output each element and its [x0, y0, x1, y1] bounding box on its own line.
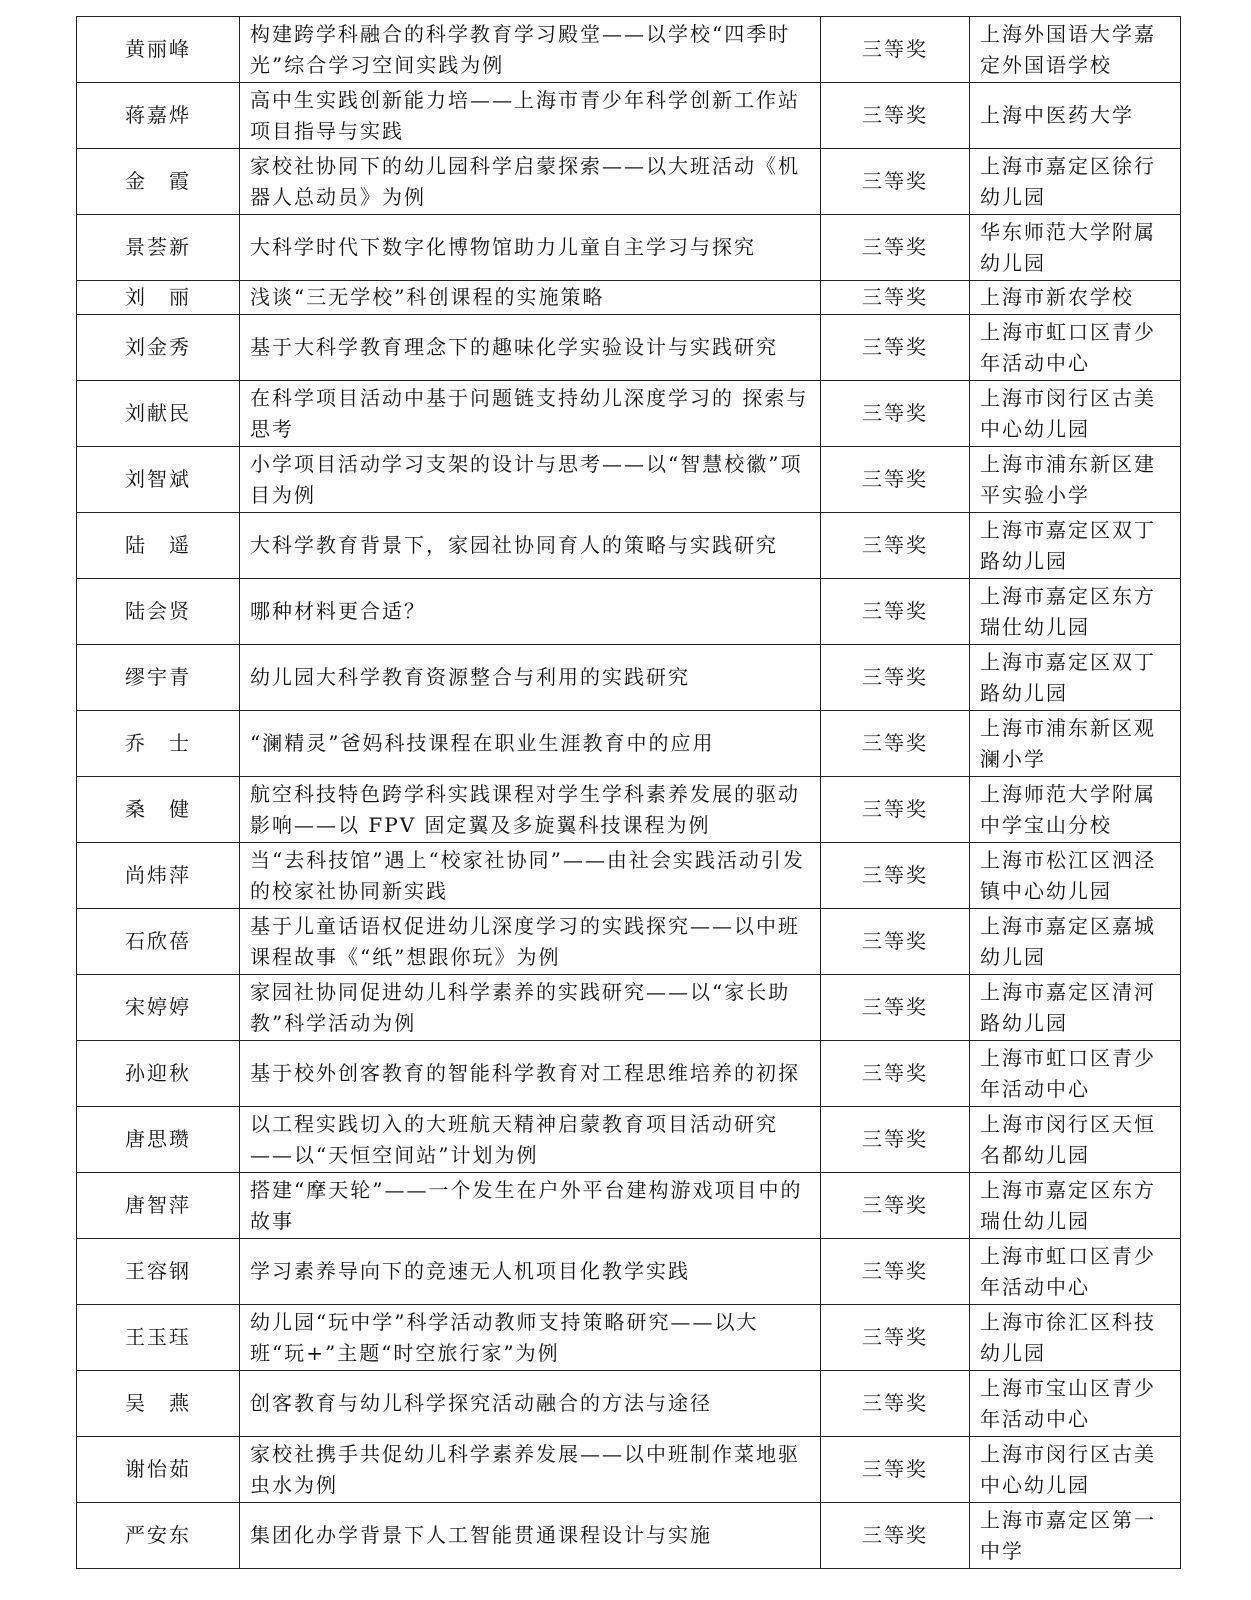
paper-title-cell: 家园社协同促进幼儿科学素养的实践研究——以“家长助教”科学活动为例 [240, 975, 821, 1041]
organization-cell: 上海市浦东新区观澜小学 [970, 711, 1181, 777]
organization-cell: 上海市嘉定区东方瑞仕幼儿园 [970, 1173, 1181, 1239]
paper-title-cell: 幼儿园“玩中学”科学活动教师支持策略研究——以大班“玩+”主题“时空旅行家”为例 [240, 1305, 821, 1371]
award-level-cell: 三等奖 [821, 1239, 970, 1305]
organization-cell: 上海市徐汇区科技幼儿园 [970, 1305, 1181, 1371]
winner-name-cell: 桑 健 [77, 777, 240, 843]
award-level-cell: 三等奖 [821, 381, 970, 447]
paper-title-cell: “澜精灵”爸妈科技课程在职业生涯教育中的应用 [240, 711, 821, 777]
table-row [77, 1371, 1181, 1437]
winner-name-cell: 唐智萍 [77, 1173, 240, 1239]
table-row [77, 447, 1181, 513]
winner-name-cell: 景荟新 [77, 215, 240, 281]
paper-title-cell: 当“去科技馆”遇上“校家社协同”——由社会实践活动引发的校家社协同新实践 [240, 843, 821, 909]
paper-title-cell: 创客教育与幼儿科学探究活动融合的方法与途径 [240, 1371, 821, 1437]
organization-cell: 上海外国语大学嘉定外国语学校 [970, 17, 1181, 83]
table-row [77, 843, 1181, 909]
winner-name-cell: 蒋嘉烨 [77, 83, 240, 149]
table-row [77, 215, 1181, 281]
winner-name-cell: 孙迎秋 [77, 1041, 240, 1107]
organization-cell: 华东师范大学附属幼儿园 [970, 215, 1181, 281]
paper-title-cell: 以工程实践切入的大班航天精神启蒙教育项目活动研究——以“天恒空间站”计划为例 [240, 1107, 821, 1173]
organization-cell: 上海中医药大学 [970, 83, 1181, 149]
table-row [77, 579, 1181, 645]
winner-name-cell: 乔 士 [77, 711, 240, 777]
table-row [77, 975, 1181, 1041]
winner-name-cell: 严安东 [77, 1503, 240, 1569]
award-level-cell: 三等奖 [821, 1173, 970, 1239]
winner-name-cell: 陆 遥 [77, 513, 240, 579]
awards-table-body [77, 17, 1181, 1569]
table-row [77, 1305, 1181, 1371]
table-row [77, 1503, 1181, 1569]
paper-title-cell: 构建跨学科融合的科学教育学习殿堂——以学校“四季时光”综合学习空间实践为例 [240, 17, 821, 83]
winner-name-cell: 金 霞 [77, 149, 240, 215]
award-level-cell: 三等奖 [821, 83, 970, 149]
winner-name-cell: 宋婷婷 [77, 975, 240, 1041]
organization-cell: 上海市新农学校 [970, 281, 1181, 315]
paper-title-cell: 在科学项目活动中基于问题链支持幼儿深度学习的 探索与思考 [240, 381, 821, 447]
award-level-cell: 三等奖 [821, 315, 970, 381]
award-level-cell: 三等奖 [821, 843, 970, 909]
award-level-cell: 三等奖 [821, 513, 970, 579]
table-row [77, 1041, 1181, 1107]
organization-cell: 上海市闵行区天恒名都幼儿园 [970, 1107, 1181, 1173]
table-row [77, 1107, 1181, 1173]
winner-name-cell: 石欣蓓 [77, 909, 240, 975]
paper-title-cell: 大科学时代下数字化博物馆助力儿童自主学习与探究 [240, 215, 821, 281]
winner-name-cell: 王玉珏 [77, 1305, 240, 1371]
winner-name-cell: 刘献民 [77, 381, 240, 447]
paper-title-cell: 基于校外创客教育的智能科学教育对工程思维培养的初探 [240, 1041, 821, 1107]
organization-cell: 上海市嘉定区双丁路幼儿园 [970, 645, 1181, 711]
paper-title-cell: 大科学教育背景下，家园社协同育人的策略与实践研究 [240, 513, 821, 579]
winner-name-cell: 缪宇青 [77, 645, 240, 711]
winner-name-cell: 吴 燕 [77, 1371, 240, 1437]
table-row [77, 909, 1181, 975]
organization-cell: 上海市嘉定区第一中学 [970, 1503, 1181, 1569]
paper-title-cell: 小学项目活动学习支架的设计与思考——以“智慧校徽”项目为例 [240, 447, 821, 513]
organization-cell: 上海市浦东新区建平实验小学 [970, 447, 1181, 513]
award-level-cell: 三等奖 [821, 645, 970, 711]
table-row [77, 1173, 1181, 1239]
table-row [77, 1437, 1181, 1503]
organization-cell: 上海市松江区泗泾镇中心幼儿园 [970, 843, 1181, 909]
paper-title-cell: 幼儿园大科学教育资源整合与利用的实践研究 [240, 645, 821, 711]
organization-cell: 上海市闵行区古美中心幼儿园 [970, 381, 1181, 447]
table-row [77, 17, 1181, 83]
table-row [77, 83, 1181, 149]
winner-name-cell: 尚炜萍 [77, 843, 240, 909]
award-level-cell: 三等奖 [821, 1107, 970, 1173]
winner-name-cell: 黄丽峰 [77, 17, 240, 83]
winner-name-cell: 陆会贤 [77, 579, 240, 645]
table-row [77, 149, 1181, 215]
awards-table [76, 16, 1181, 1569]
award-level-cell: 三等奖 [821, 777, 970, 843]
winner-name-cell: 谢怡茹 [77, 1437, 240, 1503]
award-level-cell: 三等奖 [821, 1041, 970, 1107]
paper-title-cell: 搭建“摩天轮”——一个发生在户外平台建构游戏项目中的故事 [240, 1173, 821, 1239]
table-row [77, 381, 1181, 447]
award-level-cell: 三等奖 [821, 1503, 970, 1569]
award-level-cell: 三等奖 [821, 17, 970, 83]
organization-cell: 上海市嘉定区嘉城幼儿园 [970, 909, 1181, 975]
table-row [77, 1239, 1181, 1305]
award-level-cell: 三等奖 [821, 975, 970, 1041]
paper-title-cell: 集团化办学背景下人工智能贯通课程设计与实施 [240, 1503, 821, 1569]
paper-title-cell: 浅谈“三无学校”科创课程的实施策略 [240, 281, 821, 315]
organization-cell: 上海市嘉定区东方瑞仕幼儿园 [970, 579, 1181, 645]
paper-title-cell: 基于大科学教育理念下的趣味化学实验设计与实践研究 [240, 315, 821, 381]
organization-cell: 上海市嘉定区清河路幼儿园 [970, 975, 1181, 1041]
award-level-cell: 三等奖 [821, 447, 970, 513]
paper-title-cell: 高中生实践创新能力培——上海市青少年科学创新工作站项目指导与实践 [240, 83, 821, 149]
table-row [77, 315, 1181, 381]
table-row [77, 711, 1181, 777]
winner-name-cell: 刘智斌 [77, 447, 240, 513]
organization-cell: 上海市嘉定区徐行幼儿园 [970, 149, 1181, 215]
organization-cell: 上海市虹口区青少年活动中心 [970, 315, 1181, 381]
award-level-cell: 三等奖 [821, 149, 970, 215]
organization-cell: 上海市虹口区青少年活动中心 [970, 1041, 1181, 1107]
award-level-cell: 三等奖 [821, 281, 970, 315]
paper-title-cell: 家校社协同下的幼儿园科学启蒙探索——以大班活动《机器人总动员》为例 [240, 149, 821, 215]
award-level-cell: 三等奖 [821, 711, 970, 777]
winner-name-cell: 刘 丽 [77, 281, 240, 315]
table-row [77, 777, 1181, 843]
paper-title-cell: 基于儿童话语权促进幼儿深度学习的实践探究——以中班课程故事《“纸”想跟你玩》为例 [240, 909, 821, 975]
winner-name-cell: 王容钢 [77, 1239, 240, 1305]
table-row [77, 281, 1181, 315]
award-level-cell: 三等奖 [821, 1305, 970, 1371]
paper-title-cell: 家校社携手共促幼儿科学素养发展——以中班制作菜地驱虫水为例 [240, 1437, 821, 1503]
organization-cell: 上海市闵行区古美中心幼儿园 [970, 1437, 1181, 1503]
paper-title-cell: 航空科技特色跨学科实践课程对学生学科素养发展的驱动影响——以 FPV 固定翼及多旋翼科技课程为例 [240, 777, 821, 843]
paper-title-cell: 哪种材料更合适？ [240, 579, 821, 645]
organization-cell: 上海师范大学附属中学宝山分校 [970, 777, 1181, 843]
table-row [77, 645, 1181, 711]
table-row [77, 513, 1181, 579]
organization-cell: 上海市宝山区青少年活动中心 [970, 1371, 1181, 1437]
winner-name-cell: 刘金秀 [77, 315, 240, 381]
organization-cell: 上海市虹口区青少年活动中心 [970, 1239, 1181, 1305]
award-level-cell: 三等奖 [821, 909, 970, 975]
paper-title-cell: 学习素养导向下的竞速无人机项目化教学实践 [240, 1239, 821, 1305]
organization-cell: 上海市嘉定区双丁路幼儿园 [970, 513, 1181, 579]
award-level-cell: 三等奖 [821, 1371, 970, 1437]
award-level-cell: 三等奖 [821, 579, 970, 645]
winner-name-cell: 唐思瓒 [77, 1107, 240, 1173]
award-level-cell: 三等奖 [821, 1437, 970, 1503]
award-level-cell: 三等奖 [821, 215, 970, 281]
